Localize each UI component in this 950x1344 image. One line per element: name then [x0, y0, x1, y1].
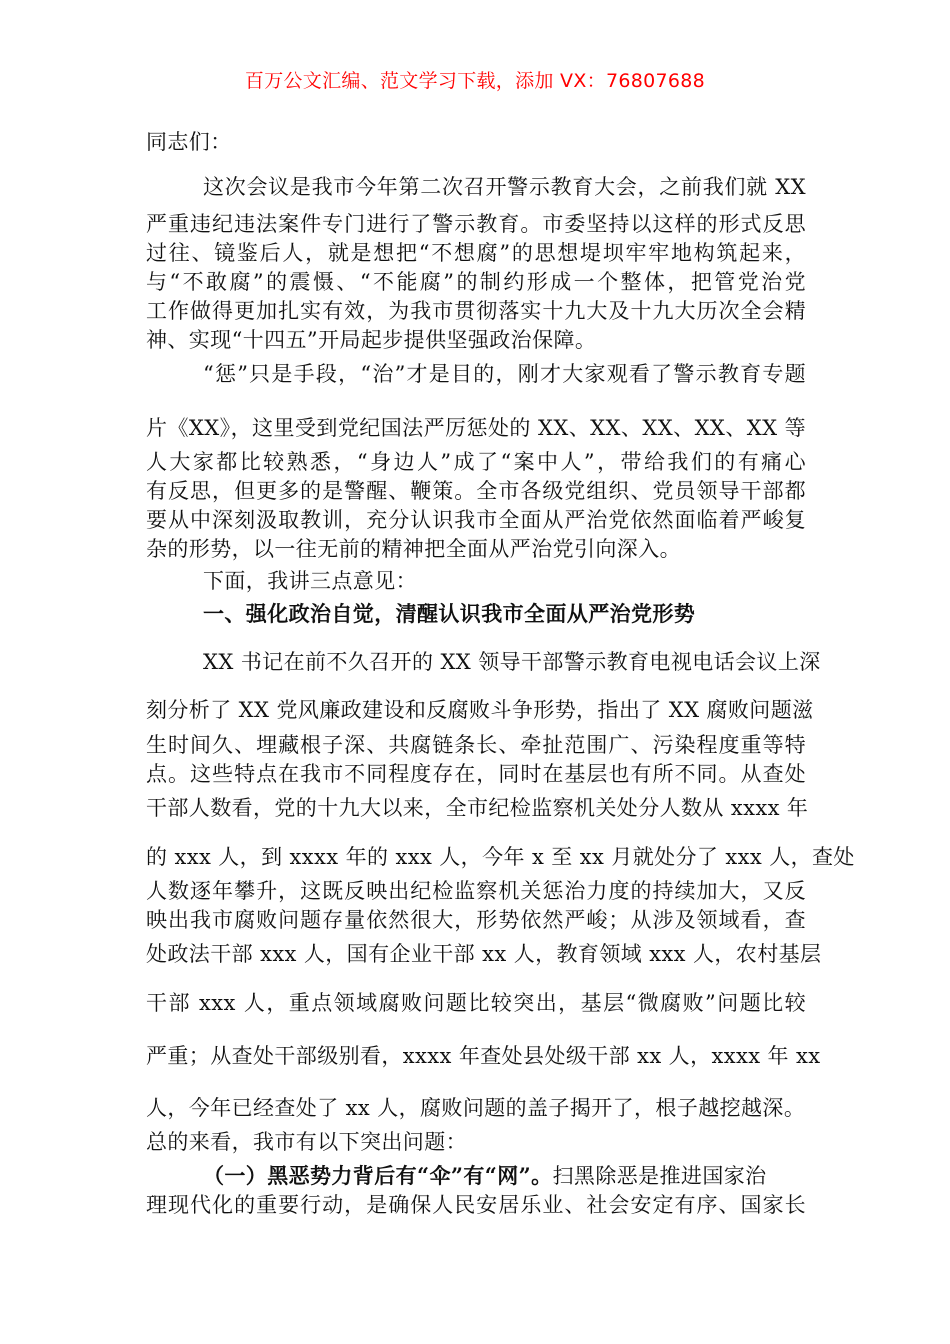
paragraph-line: 有反思，但更多的是警醒、鞭策。全市各级党组织、党员领导干部都 — [146, 479, 806, 503]
paragraph-line: XX 书记在前不久召开的 XX 领导干部警示教育电视电话会议上深 — [203, 650, 821, 674]
paragraph-line: 映出我市腐败问题存量依然很大，形势依然严峻；从涉及领域看，查 — [146, 908, 806, 932]
paragraph-line: 过往、镜鉴后人，就是想把“不想腐”的思想堤坝牢牢地构筑起来， — [146, 241, 806, 265]
paragraph-line: 杂的形势，以一往无前的精神把全面从严治党引向深入。 — [146, 537, 681, 561]
watermark-header: 百万公文汇编、范文学习下载，添加 VX：76807688 — [244, 70, 706, 92]
paragraph-line: “惩”只是手段，“治”才是目的，刚才大家观看了警示教育专题 — [203, 362, 806, 386]
salutation: 同志们： — [146, 130, 232, 154]
paragraph-line: 工作做得更加扎实有效，为我市贯彻落实十九大及十九大历次全会精 — [146, 299, 806, 323]
paragraph-line: 刻分析了 XX 党风廉政建设和反腐败斗争形势，指出了 XX 腐败问题滋 — [146, 698, 814, 722]
paragraph-line: 的 xxx 人，到 xxxx 年的 xxx 人，今年 x 至 xx 月就处分了 xxx 人，查处 — [146, 845, 855, 869]
paragraph-text: 扫黑除恶是推进国家治 — [552, 1164, 767, 1188]
paragraph-line: 这次会议是我市今年第二次召开警示教育大会，之前我们就 XX — [203, 175, 806, 199]
paragraph-line: 处政法干部 xxx 人，国有企业干部 xx 人，教育领域 xxx 人，农村基层 — [146, 942, 822, 966]
paragraph-line: 干部人数看，党的十九大以来，全市纪检监察机关处分人数从 xxxx 年 — [146, 796, 809, 820]
paragraph-line: 片《XX》，这里受到党纪国法严厉惩处的 XX、XX、XX、XX、XX 等 — [146, 416, 806, 440]
paragraph-line: 干部 xxx 人，重点领域腐败问题比较突出，基层“微腐败”问题比较 — [146, 991, 806, 1015]
paragraph-line — [203, 1162, 806, 1190]
paragraph-line: 神、实现“十四五”开局起步提供坚强政治保障。 — [146, 328, 597, 352]
paragraph-line: 人，今年已经查处了 xx 人，腐败问题的盖子揭开了，根子越挖越深。 — [146, 1096, 806, 1120]
paragraph-line: 要从中深刻汲取教训，充分认识我市全面从严治党依然面临着严峻复 — [146, 508, 806, 532]
paragraph-line: 与“不敢腐”的震慑、“不能腐”的制约形成一个整体，把管党治党 — [146, 270, 806, 294]
paragraph-line: 人数逐年攀升，这既反映出纪检监察机关惩治力度的持续加大，又反 — [146, 879, 806, 903]
paragraph-line: 人大家都比较熟悉，“身边人”成了“案中人”，带给我们的有痛心 — [146, 450, 806, 474]
section-heading: 一、强化政治自觉，清醒认识我市全面从严治党形势 — [203, 601, 696, 626]
subsection-heading: （一）黑恶势力背后有“伞”有“网”。 — [203, 1163, 553, 1188]
paragraph-line: 下面，我讲三点意见： — [203, 569, 417, 593]
paragraph-line: 点。这些特点在我市不同程度存在，同时在基层也有所不同。从查处 — [146, 762, 806, 786]
paragraph-line: 理现代化的重要行动，是确保人民安居乐业、社会安定有序、国家长 — [146, 1193, 806, 1217]
paragraph-line: 生时间久、埋藏根子深、共腐链条长、牵扯范围广、污染程度重等特 — [146, 733, 806, 757]
paragraph-line: 严重；从查处干部级别看，xxxx 年查处县处级干部 xx 人，xxxx 年 xx — [146, 1044, 821, 1068]
paragraph-line: 严重违纪违法案件专门进行了警示教育。市委坚持以这样的形式反思 — [146, 212, 806, 236]
paragraph-line: 总的来看，我市有以下突出问题： — [146, 1130, 467, 1154]
